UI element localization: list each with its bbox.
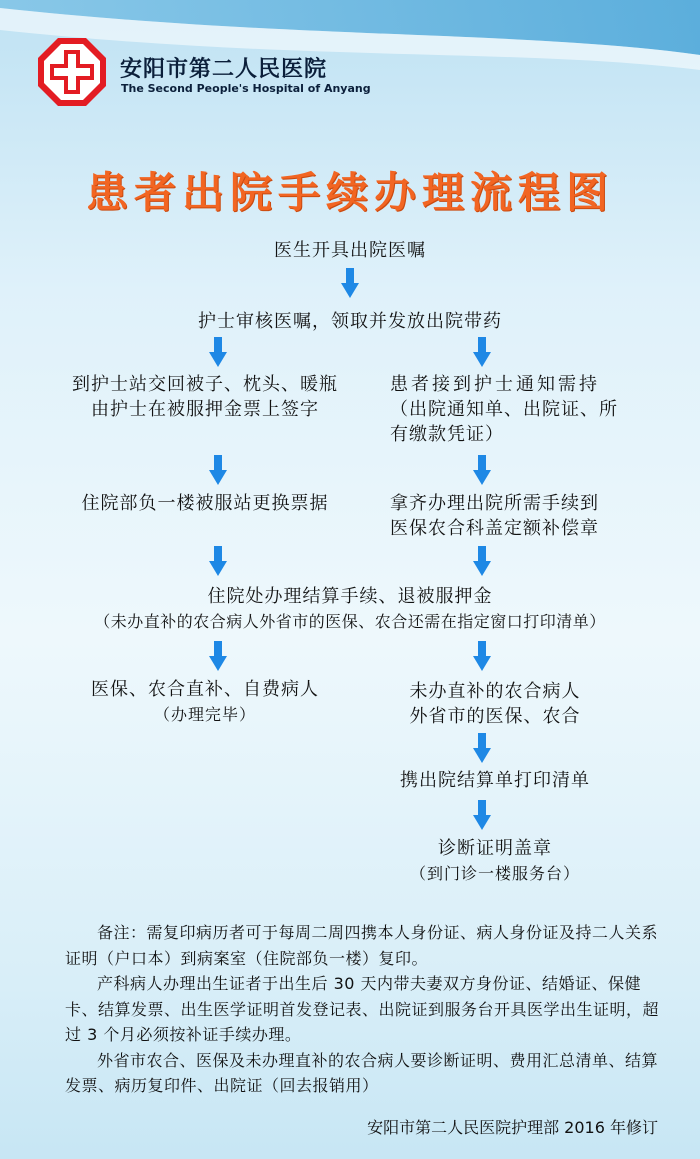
step-non-direct: 未办直补的农合病人 外省市的医保、农合 bbox=[409, 681, 581, 727]
footer-revision: 安阳市第二人民医院护理部 2016 年修订 bbox=[367, 1118, 658, 1137]
arrow-down-icon bbox=[209, 455, 227, 485]
step-insurance-stamp: 拿齐办理出院所需手续到 医保农合科盖定额补偿章 bbox=[390, 493, 599, 539]
arrow-down-icon bbox=[209, 641, 227, 671]
hospital-name-cn: 安阳市第二人民医院 bbox=[120, 57, 328, 82]
arrow-down-icon bbox=[473, 800, 491, 830]
step-nurse-review: 护士审核医嘱，领取并发放出院带药 bbox=[198, 311, 502, 332]
step-exchange-receipt: 住院部负一楼被服站更换票据 bbox=[81, 493, 329, 514]
arrow-down-icon bbox=[473, 641, 491, 671]
step-certificate-stamp: 诊断证明盖章 （到门诊一楼服务台） bbox=[409, 838, 580, 883]
step-completed: 医保、农合直补、自费病人 （办理完毕） bbox=[91, 679, 319, 724]
arrow-down-icon bbox=[209, 337, 227, 367]
note-out-of-province: 外省市农合、医保及未办理直补的农合病人要诊断证明、费用汇总清单、结算发票、病历复印件、出院证（回去报销用） bbox=[65, 1050, 659, 1095]
step-print-list: 携出院结算单打印清单 bbox=[400, 770, 590, 791]
red-cross-logo-icon bbox=[38, 38, 106, 106]
page-title: 患者出院手续办理流程图 bbox=[85, 168, 614, 217]
note-medical-records: 备注：需复印病历者可于每周二周四携本人身份证、病人身份证及持二人关系证明（户口本）到病案室（住院部负一楼）复印。 bbox=[65, 923, 659, 968]
arrow-down-icon bbox=[473, 337, 491, 367]
step-settlement: 住院处办理结算手续、退被服押金 （未办直补的农合病人外省市的医保、农合还需在指定窗口打印清单） bbox=[94, 586, 606, 631]
arrow-down-icon bbox=[341, 268, 359, 298]
arrow-down-icon bbox=[473, 546, 491, 576]
step-doctor-order: 医生开具出院医嘱 bbox=[274, 240, 426, 261]
arrow-down-icon bbox=[209, 546, 227, 576]
arrow-down-icon bbox=[473, 733, 491, 763]
step-patient-notice: 患者接到护士通知需持 （出院通知单、出院证、所 有缴款凭证） bbox=[390, 374, 618, 445]
step-return-bedding: 到护士站交回被子、枕头、暖瓶 由护士在被服押金票上签字 bbox=[72, 374, 338, 420]
notes-section bbox=[65, 920, 665, 1099]
arrow-down-icon bbox=[473, 455, 491, 485]
hospital-name-en: The Second People's Hospital of Anyang bbox=[121, 82, 371, 95]
note-birth-certificate: 产科病人办理出生证者于出生后 30 天内带夫妻双方身份证、结婚证、保健卡、结算发票、出生医学证明首发登记表、出院证到服务台开具医学出生证明，超过 3 个月必须按补证手续办理。 bbox=[65, 974, 660, 1044]
